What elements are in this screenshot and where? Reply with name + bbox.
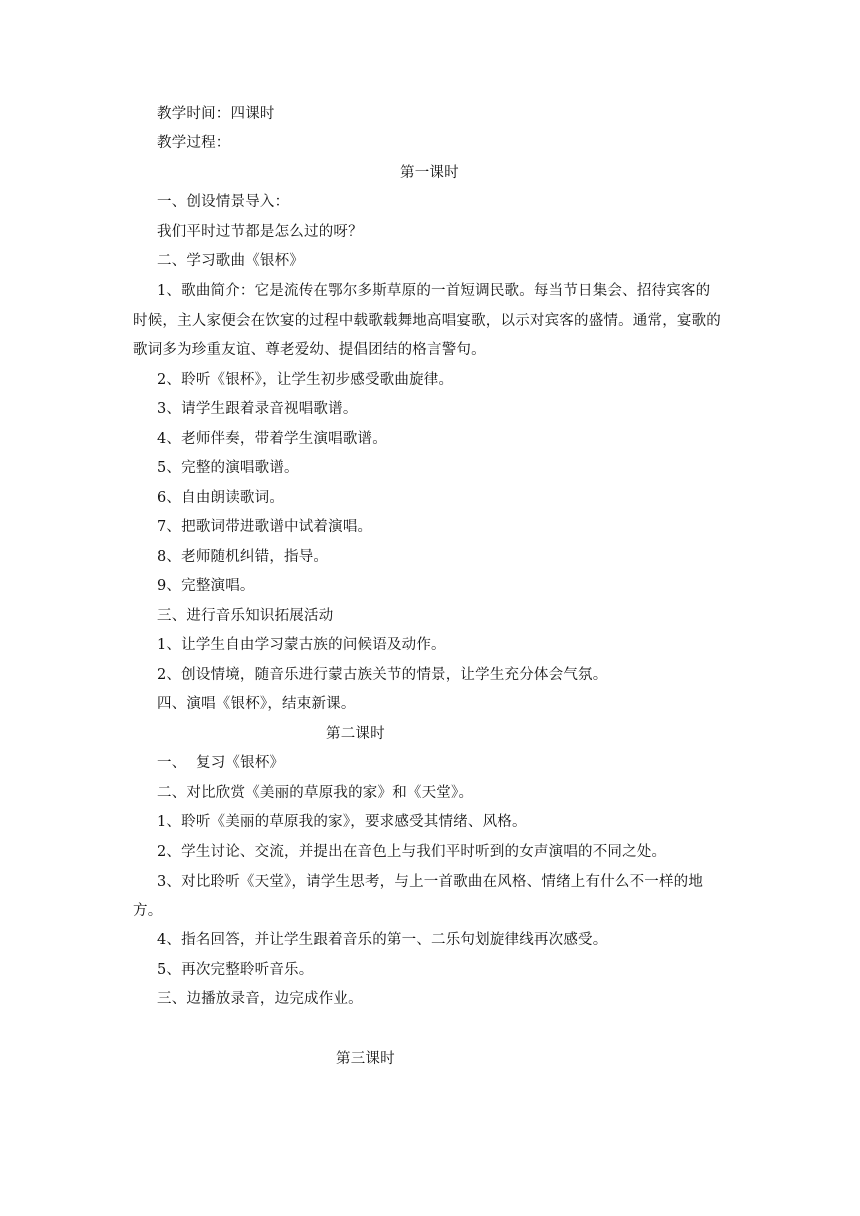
section-heading: 一、创设情景导入： bbox=[157, 194, 290, 210]
paragraph-line: 方。 bbox=[133, 903, 163, 919]
list-item: 9、完整演唱。 bbox=[157, 578, 255, 594]
list-item: 7、把歌词带进歌谱中试着演唱。 bbox=[157, 519, 373, 535]
list-item: 6、自由朗读歌词。 bbox=[157, 490, 285, 506]
list-item: 4、老师伴奏，带着学生演唱歌谱。 bbox=[157, 431, 387, 447]
teaching-process-heading: 教学过程： bbox=[157, 135, 231, 151]
list-item: 3、请学生跟着录音视唱歌谱。 bbox=[157, 401, 358, 417]
paragraph-line: 时候，主人家便会在饮宴的过程中载歌载舞地高唱宴歌，以示对宾客的盛情。通常，宴歌的 bbox=[133, 313, 721, 329]
section-heading: 一、 复习《银杯》 bbox=[157, 755, 285, 771]
section-heading: 四、演唱《银杯》，结束新课。 bbox=[157, 696, 356, 712]
list-item: 2、聆听《银杯》，让学生初步感受歌曲旋律。 bbox=[157, 372, 454, 388]
lesson-one-title: 第一课时 bbox=[400, 165, 459, 181]
list-item: 4、指名回答，并让学生跟着音乐的第一、二乐句划旋律线再次感受。 bbox=[157, 932, 608, 948]
section-heading: 三、进行音乐知识拓展活动 bbox=[157, 608, 334, 624]
paragraph-line: 歌词多为珍重友谊、尊老爱幼、提倡团结的格言警句。 bbox=[133, 342, 486, 358]
list-item: 1、让学生自由学习蒙古族的问候语及动作。 bbox=[157, 637, 446, 653]
list-item: 8、老师随机纠错，指导。 bbox=[157, 549, 329, 565]
paragraph-line: 1、歌曲简介：它是流传在鄂尔多斯草原的一首短调民歌。每当节日集会、招待宾客的 bbox=[157, 283, 711, 299]
list-item: 2、学生讨论、交流，并提出在音色上与我们平时听到的女声演唱的不同之处。 bbox=[157, 844, 667, 860]
list-item: 1、聆听《美丽的草原我的家》，要求感受其情绪、风格。 bbox=[157, 814, 527, 830]
lesson-two-title: 第二课时 bbox=[326, 726, 385, 742]
paragraph-line: 我们平时过节都是怎么过的呀？ bbox=[157, 224, 363, 240]
section-heading: 二、对比欣赏《美丽的草原我的家》和《天堂》。 bbox=[157, 785, 474, 801]
list-item: 5、再次完整聆听音乐。 bbox=[157, 962, 314, 978]
list-item: 3、对比聆听《天堂》，请学生思考，与上一首歌曲在风格、情绪上有什么不一样的地 bbox=[157, 874, 704, 890]
section-heading: 三、边播放录音，边完成作业。 bbox=[157, 991, 363, 1007]
section-heading: 二、学习歌曲《银杯》 bbox=[157, 253, 304, 269]
list-item: 2、创设情境，随音乐进行蒙古族关节的情景，让学生充分体会气氛。 bbox=[157, 667, 608, 683]
teaching-time-line: 教学时间：四课时 bbox=[157, 106, 275, 122]
lesson-three-title: 第三课时 bbox=[336, 1051, 395, 1067]
list-item: 5、完整的演唱歌谱。 bbox=[157, 460, 299, 476]
